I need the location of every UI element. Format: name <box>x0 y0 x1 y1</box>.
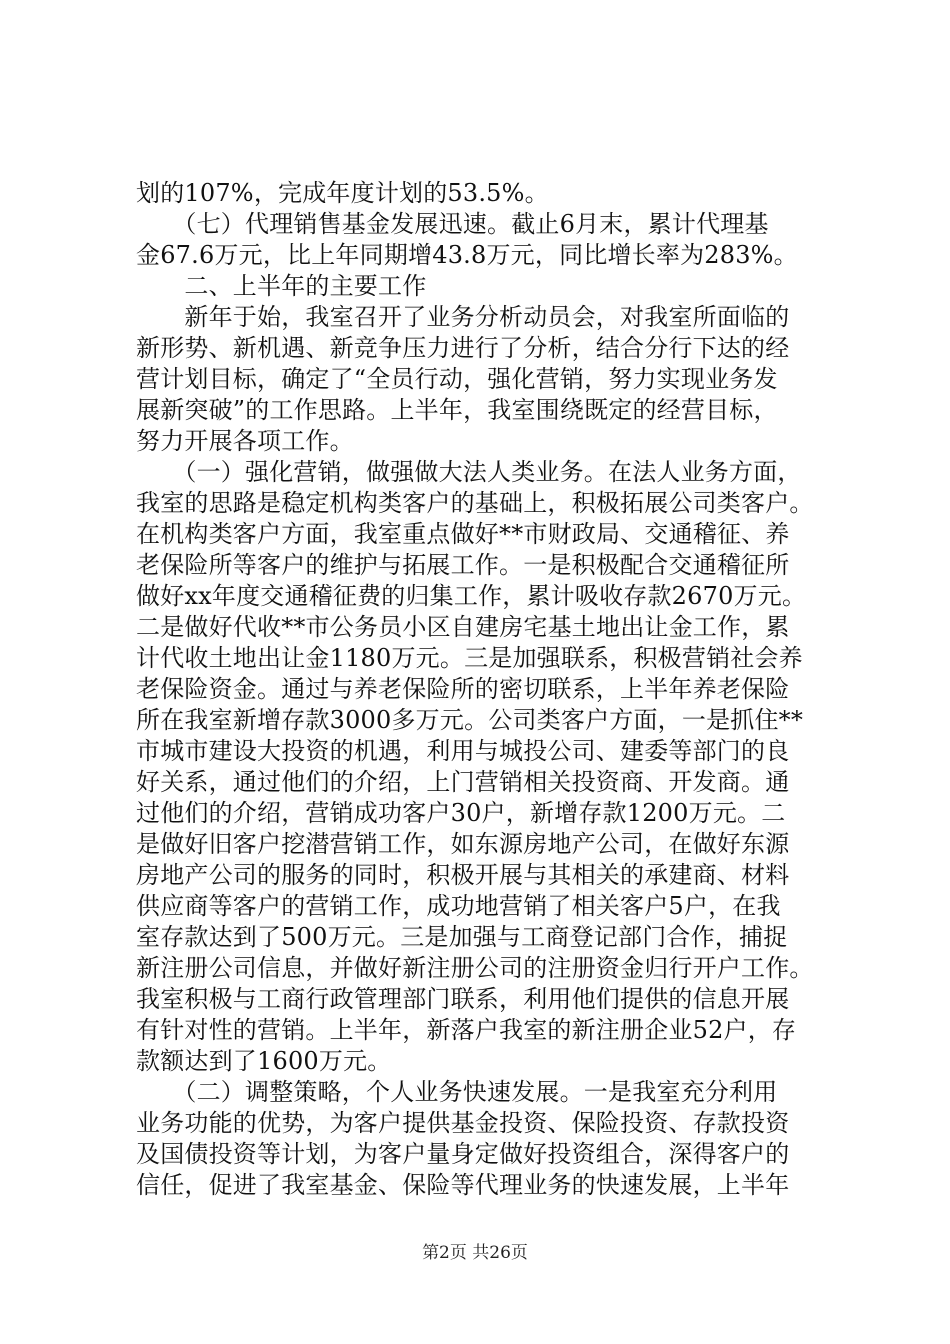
text-line: 新年于始，我室召开了业务分析动员会，对我室所面临的 <box>136 303 790 331</box>
text-line: 好关系，通过他们的介绍，上门营销相关投资商、开发商。通 <box>136 768 790 796</box>
page-number-footer: 第2页 共26页 <box>422 1243 528 1263</box>
text-line: 款额达到了1600万元。 <box>136 1047 392 1075</box>
text-line: 在机构类客户方面，我室重点做好**市财政局、交通稽征、养 <box>136 520 790 548</box>
text-line: 老保险资金。通过与养老保险所的密切联系，上半年养老保险 <box>136 675 790 703</box>
text-line: 新形势、新机遇、新竞争压力进行了分析，结合分行下达的经 <box>136 334 790 362</box>
text-line: 是做好旧客户挖潜营销工作，如东源房地产公司，在做好东源 <box>136 830 790 858</box>
text-line: 营计划目标，确定了“全员行动，强化营销，努力实现业务发 <box>136 365 778 393</box>
text-line: （七）代理销售基金发展迅速。截止6月末，累计代理基 <box>136 210 769 238</box>
text-line: 业务功能的优势，为客户提供基金投资、保险投资、存款投资 <box>136 1109 790 1137</box>
text-line: 及国债投资等计划，为客户量身定做好投资组合，深得客户的 <box>136 1140 790 1168</box>
text-line: 金67.6万元，比上年同期增43.8万元，同比增长率为283%。 <box>136 241 798 269</box>
text-line: 室存款达到了500万元。三是加强与工商登记部门合作，捕捉 <box>136 923 788 951</box>
text-line: 我室的思路是稳定机构类客户的基础上，积极拓展公司类客户。 <box>136 489 814 517</box>
text-line: 做好xx年度交通稽征费的归集工作，累计吸收存款2670万元。 <box>136 582 807 610</box>
text-line: 我室积极与工商行政管理部门联系，利用他们提供的信息开展 <box>136 985 790 1013</box>
text-line: 供应商等客户的营销工作，成功地营销了相关客户5户，在我 <box>136 892 781 920</box>
text-line: 老保险所等客户的维护与拓展工作。一是积极配合交通稽征所 <box>136 551 790 579</box>
text-line: 所在我室新增存款3000多万元。公司类客户方面，一是抓住** <box>136 706 804 734</box>
text-line: 有针对性的营销。上半年，新落户我室的新注册企业52户，存 <box>136 1016 797 1044</box>
text-line: （一）强化营销，做强做大法人类业务。在法人业务方面， <box>136 458 802 486</box>
text-line: 努力开展各项工作。 <box>136 427 354 455</box>
text-line: 新注册公司信息，并做好新注册公司的注册资金归行开户工作。 <box>136 954 814 982</box>
text-line: 信任，促进了我室基金、保险等代理业务的快速发展，上半年 <box>136 1171 790 1199</box>
text-line: （二）调整策略，个人业务快速发展。一是我室充分利用 <box>136 1078 778 1106</box>
text-line: 展新突破”的工作思路。上半年，我室围绕既定的经营目标， <box>136 396 778 424</box>
text-line: 市城市建设大投资的机遇，利用与城投公司、建委等部门的良 <box>136 737 790 765</box>
document-body <box>136 178 836 1201</box>
text-line: 二是做好代收**市公务员小区自建房宅基土地出让金工作，累 <box>136 613 790 641</box>
text-line: 过他们的介绍，营销成功客户30户，新增存款1200万元。二 <box>136 799 786 827</box>
section-heading: 二、上半年的主要工作 <box>136 272 427 300</box>
text-line: 房地产公司的服务的同时，积极开展与其相关的承建商、材料 <box>136 861 790 889</box>
text-line: 划的107%，完成年度计划的53.5%。 <box>136 179 549 207</box>
text-line: 计代收土地出让金1180万元。三是加强联系，积极营销社会养 <box>136 644 803 672</box>
